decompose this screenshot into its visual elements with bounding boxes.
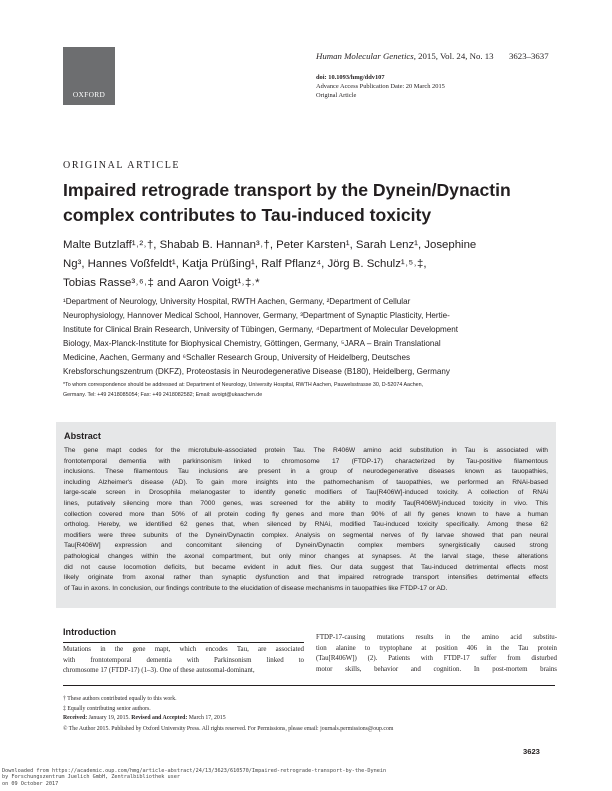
abstract-line: The gene mapt codes for the microtubule-associated protein Tau. The R406W amino acid substitution in Tau is associated with xyxy=(64,447,548,454)
revised-label: Revised and Accepted: xyxy=(129,715,188,721)
download-stamp xyxy=(2,768,386,787)
title-line: Impaired retrograde transport by the Dynein/Dynactin xyxy=(63,180,511,200)
abstract-line: ortholog. Hereby, we identified 62 genes that, when silenced by RNAi, modified Tau-induced toxicity specifically. Among these 62 xyxy=(64,521,548,529)
article-category: ORIGINAL ARTICLE xyxy=(63,160,181,171)
article-title xyxy=(63,178,563,227)
affiliation-line: ¹Department of Neurology, University Hospital, RWTH Aachen, Germany, ²Department of Cellular xyxy=(63,297,411,306)
affiliation-line: Biology, Max-Planck-Institute for Biophysical Chemistry, Göttingen, Germany, ⁵JARA – Brain Translational xyxy=(63,338,441,348)
intro-line: (Tau[R406W]) (2). Patients with FTDP-17 suffer from disturbed xyxy=(316,655,557,662)
article-type: Original Article xyxy=(316,92,357,99)
revised-date: March 17, 2015 xyxy=(187,715,226,721)
author-line: Tobias Rasse³˒⁶˒‡ and Aaron Voigt¹˒‡˒* xyxy=(63,277,260,289)
abstract-line: collection covered more than 50% of all protein coding fly genes and more than 90% of all fly genes known to have a human xyxy=(64,510,548,518)
abstract-line: including Alzheimer's disease (AD). To gain more insights into the pathomechanism of tauopathies, we performed an RNAi-based xyxy=(64,478,548,486)
journal-name: Human Molecular Genetics xyxy=(316,51,414,61)
affiliation-line: Medicine, Aachen, Germany and ⁶Schaller Research Group, University of Heidelberg, Deutsches xyxy=(63,352,411,362)
page-number: 3623 xyxy=(523,747,540,756)
introduction-right-column xyxy=(316,633,557,675)
page-range: 3623–3637 xyxy=(509,51,549,61)
intro-line: tion alanine to tryptophane at position 406 in the Tau protein xyxy=(316,644,557,652)
intro-line: FTDP-17-causing mutations results in the amino acid substitu- xyxy=(316,634,557,641)
abstract-line: likely originate from axonal rather than synaptic dysfunction and that impaired retrograde transport intensifies detrimental effects xyxy=(64,574,548,582)
abstract-line: large-scale screen in Drosophila melanogaster to identify genetic modifiers of Tau[R406W]-induced toxicity. A collection of RNAi xyxy=(64,489,548,497)
section-divider xyxy=(63,642,304,643)
logo-text: OXFORD xyxy=(72,90,106,99)
introduction-left-column xyxy=(63,645,304,677)
senior-author-note: ‡ Equally contributing senior authors. xyxy=(63,706,151,712)
correspondence-line: *To whom correspondence should be addressed at: Department of Neurology, University Hospital, RWTH Aachen, Pauwelsstrasse 30, D-52074 Aachen, xyxy=(63,382,424,388)
intro-line: chromosome 17 (FTDP-17) (1–3). One of these autosomal-dominant, xyxy=(63,667,255,674)
affiliations xyxy=(63,295,563,378)
author-list xyxy=(63,236,563,293)
abstract-box xyxy=(56,422,556,608)
received-date: January 19, 2015. xyxy=(87,715,130,721)
title-line: complex contributes to Tau-induced toxicity xyxy=(63,204,432,225)
intro-line: Mutations in the gene mapt, which encodes Tau, are associated xyxy=(63,646,304,653)
affiliation-line: Krebsforschungszentrum (DKFZ), Proteostasis in Neurodegenerative Disease (B180), Heidelberg, Germany xyxy=(63,366,450,376)
abstract-line: Tau[R406W] expression and concomitant silencing of Dynein/Dynactin complex members synergistically caused strong xyxy=(64,542,548,550)
correspondence-note xyxy=(63,380,563,400)
abstract-line: modifiers were three subunits of the Dynein/Dynactin complex. Analysis on segmental nerves of fly larvae showed that pan neural xyxy=(64,531,548,539)
author-line: Malte Butzlaff¹˒²˒†, Shabab B. Hannan³˒†, Peter Karsten¹, Sarah Lenz¹, Josephine xyxy=(63,239,477,251)
publisher-logo xyxy=(63,47,115,105)
affiliation-line: Institute for Clinical Brain Research, University of Tübingen, Germany, ⁴Department of Molecular Development xyxy=(63,324,458,334)
journal-citation xyxy=(316,51,549,61)
copyright-notice: © The Author 2015. Published by Oxford University Press. All rights reserved. For Permissions, please email: journals.permissions@oup.com xyxy=(63,726,394,732)
intro-line: motor skills, behavior and cognition. In post-mortem brains xyxy=(316,665,557,673)
introduction-heading: Introduction xyxy=(63,627,117,637)
doi-block xyxy=(316,73,445,100)
received-line xyxy=(63,713,563,723)
footnotes xyxy=(63,694,563,714)
abstract-line: frontotemporal dementia with parkinsonism linked to chromosome 17 (FTDP-17) characterized by Tau-positive filamentous xyxy=(64,457,548,465)
abstract-heading: Abstract xyxy=(64,431,101,441)
intro-line: with frontotemporal dementia with Parkinsonism linked to xyxy=(63,656,304,664)
journal-volume: , 2015, Vol. 24, No. 13 xyxy=(413,51,494,61)
author-line: Ng³, Hannes Voßfeldt¹, Katja Prüßing¹, Ralf Pflanz⁴, Jörg B. Schulz¹˒⁵˒‡, xyxy=(63,258,427,270)
abstract-line: of Tau in axons. In conclusion, our findings contribute to the elucidation of disease mechanisms in tauopathies like FTDP-17 or AD. xyxy=(64,584,448,592)
publication-date: Advance Access Publication Date: 20 March 2015 xyxy=(316,83,445,90)
correspondence-line: Germany. Tel: +49 2418085054; Fax: +49 2418082582; Email: avoigt@ukaachen.de xyxy=(63,392,263,398)
footnote-divider xyxy=(63,685,555,686)
download-line: on 09 October 2017 xyxy=(2,780,59,787)
abstract-text xyxy=(64,446,548,594)
abstract-line: did not cause locomotion deficits, but became evident in adult flies. Our data suggest that Tau-induced detrimental effects most xyxy=(64,563,548,571)
equal-contribution-note: † These authors contributed equally to this work. xyxy=(63,696,177,702)
abstract-line: inclusions. These filamentous Tau inclusions are present in a group of neurodegenerative diseases known as tauopathies, xyxy=(64,468,548,476)
abstract-line: pathological changes within the axonal compartment, but only minor changes at synapses. At the larval stage, these alterations xyxy=(64,552,548,560)
download-line: by Forschungszentrum Juelich GmbH, Zentralbibliothek user xyxy=(2,774,181,781)
affiliation-line: Neurophysiology, Hannover Medical School, Hannover, Germany, ³Department of Synaptic Plasticity, Hertie- xyxy=(63,310,450,320)
download-line: Downloaded from https://academic.oup.com/hmg/article-abstract/24/13/3623/610570/Impaired-retrograde-transport-by-the-Dynein xyxy=(2,768,387,774)
doi-link[interactable]: doi: 10.1093/hmg/ddv107 xyxy=(316,74,385,81)
received-label: Received: xyxy=(63,715,88,721)
abstract-line: lines, putatively silencing more than 7000 genes, was screened for the ability to modify Tau[R406W]-induced toxicity in vivo. This xyxy=(64,499,548,507)
